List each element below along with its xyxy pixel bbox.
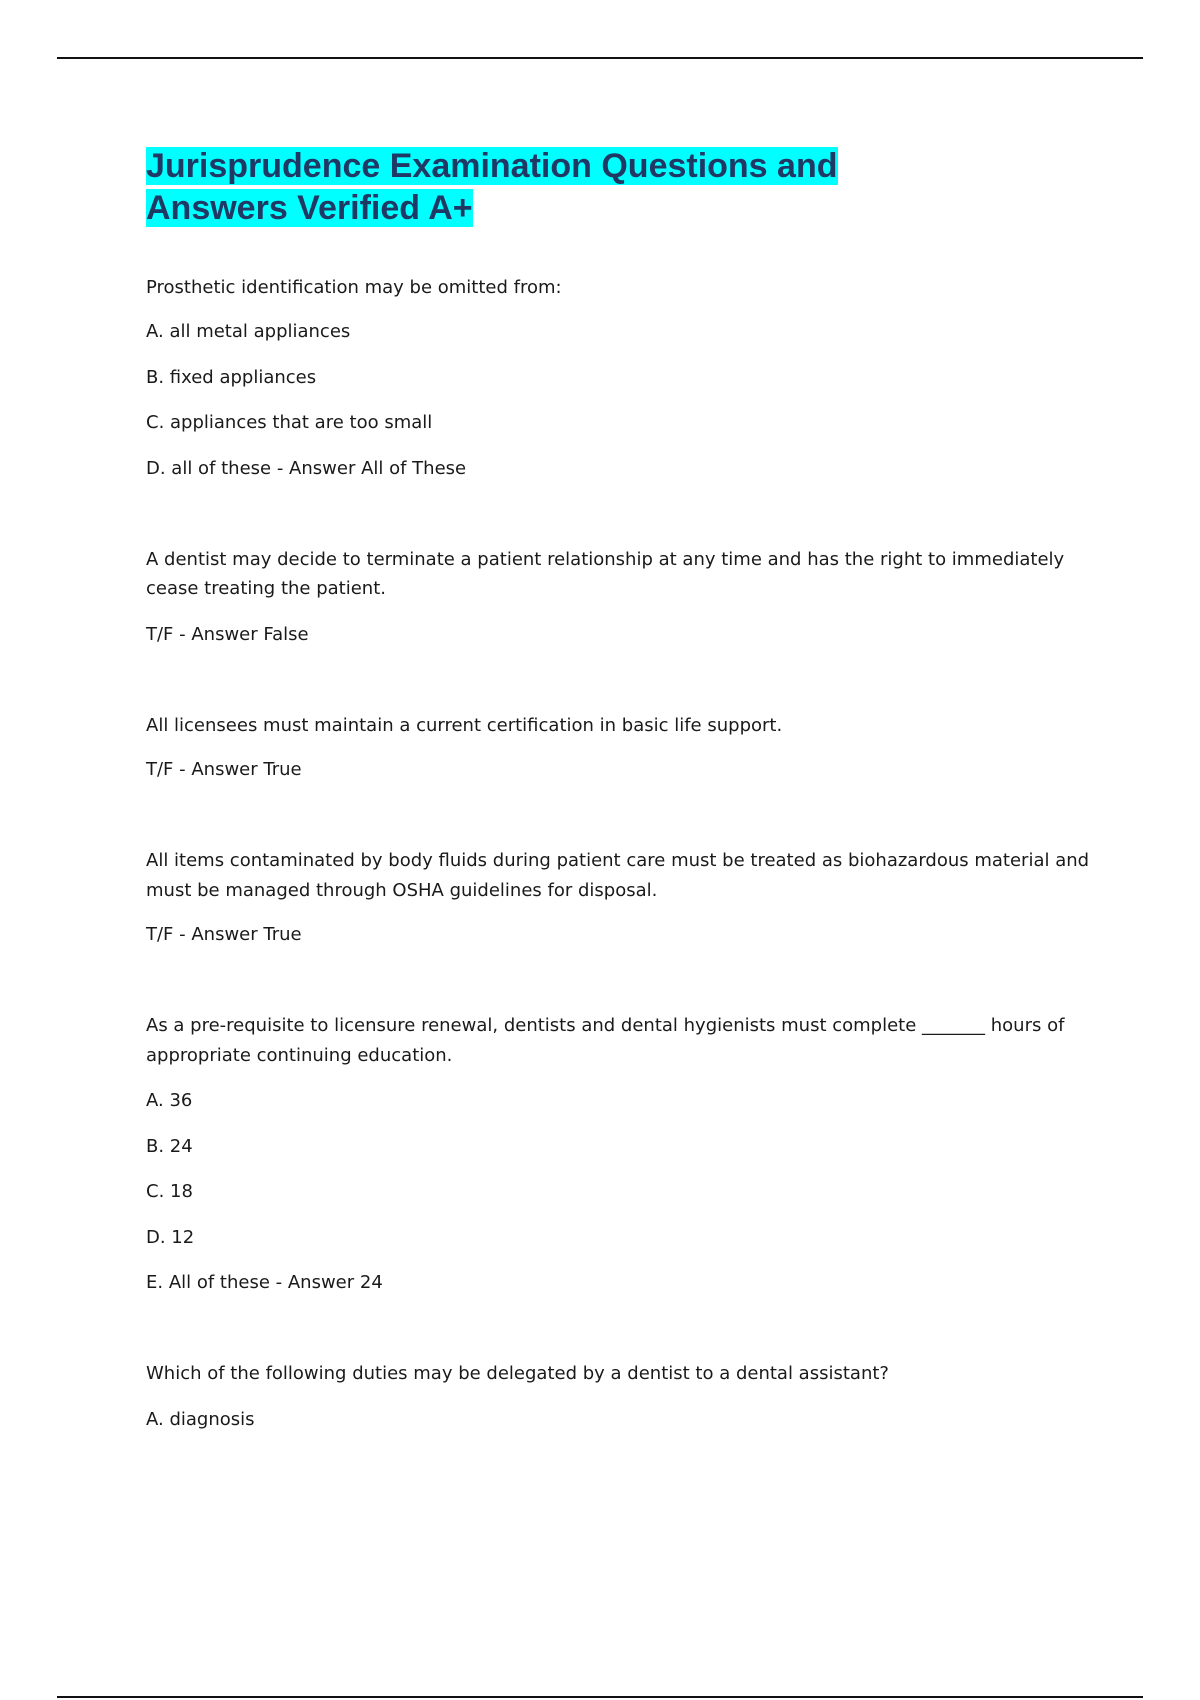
q2-question-line-2: cease treating the patient. bbox=[146, 578, 386, 599]
top-rule bbox=[57, 57, 1143, 59]
q6-question: Which of the following duties may be delegated by a dentist to a dental assistant? bbox=[146, 1363, 889, 1384]
q1-option-d: D. all of these - Answer All of These bbox=[146, 458, 467, 479]
q1-option-b: B. fixed appliances bbox=[146, 367, 317, 388]
title-line-2: Answers Verified A+ bbox=[146, 189, 473, 227]
q4-answer: T/F - Answer True bbox=[146, 924, 302, 945]
q5-option-b: B. 24 bbox=[146, 1136, 193, 1157]
q5-option-a: A. 36 bbox=[146, 1090, 193, 1111]
q1-question: Prosthetic identification may be omitted from: bbox=[146, 277, 562, 298]
q2-question-line-1: A dentist may decide to terminate a patient relationship at any time and has the right to immediately bbox=[146, 549, 1065, 570]
q3-answer: T/F - Answer True bbox=[146, 759, 302, 780]
q4-question-line-1: All items contaminated by body fluids during patient care must be treated as biohazardous material and bbox=[146, 850, 1090, 871]
q6-option-a: A. diagnosis bbox=[146, 1409, 255, 1430]
q5-option-d: D. 12 bbox=[146, 1227, 195, 1248]
q1-option-a: A. all metal appliances bbox=[146, 321, 351, 342]
q4-question-line-2: must be managed through OSHA guidelines for disposal. bbox=[146, 880, 658, 901]
q3-question: All licensees must maintain a current certification in basic life support. bbox=[146, 715, 783, 736]
bottom-rule bbox=[57, 1696, 1143, 1698]
q5-option-c: C. 18 bbox=[146, 1181, 193, 1202]
q2-answer: T/F - Answer False bbox=[146, 624, 309, 645]
q1-option-c: C. appliances that are too small bbox=[146, 412, 433, 433]
q5-option-e: E. All of these - Answer 24 bbox=[146, 1272, 383, 1293]
title-line-1: Jurisprudence Examination Questions and bbox=[146, 147, 838, 185]
document-title bbox=[146, 145, 838, 229]
q5-question-line-1: As a pre-requisite to licensure renewal, dentists and dental hygienists must complete _______ hours of bbox=[146, 1015, 1065, 1036]
q5-question-line-2: appropriate continuing education. bbox=[146, 1045, 453, 1066]
